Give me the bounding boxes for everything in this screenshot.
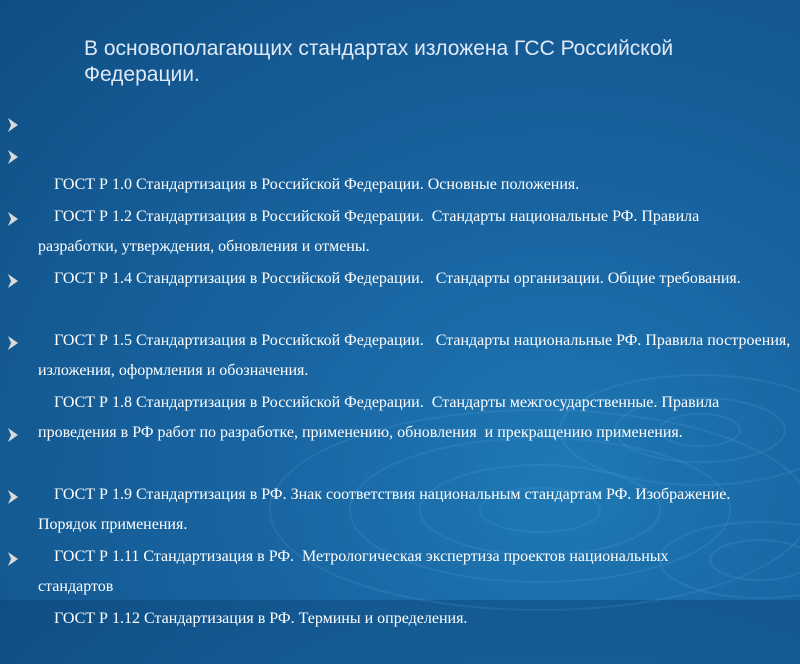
list-item-text: ГОСТ Р 1.8 Стандартизация в Российской Федерации. Стандарты межгосударственные. Правила проведения в РФ работ по разработке, применению, обновления и прекращению применения. bbox=[38, 394, 724, 441]
arrowhead-bullet-icon bbox=[8, 428, 18, 442]
list-item-text: ГОСТ Р 1.12 Стандартизация в РФ. Термины и определения. bbox=[54, 610, 468, 627]
list-item-text: ГОСТ Р 1.11 Стандартизация в РФ. Метрологическая экспертиза проектов национальных стандартов bbox=[38, 548, 673, 595]
list-item bbox=[38, 544, 792, 664]
arrowhead-bullet-icon bbox=[8, 274, 18, 288]
arrowhead-bullet-icon bbox=[8, 552, 18, 566]
list-item-text: ГОСТ Р 1.5 Стандартизация в Российской Федерации. Стандарты национальные РФ. Правила построения, изложения, оформления и обозначения. bbox=[38, 332, 795, 379]
arrowhead-bullet-icon bbox=[8, 150, 18, 164]
list-item-text: ГОСТ Р 1.2 Стандартизация в Российской Федерации. Стандарты национальные РФ. Правила разработки, утверждения, обновления и отмены. bbox=[38, 208, 704, 255]
slide-title: В основополагающих стандартах изложена ГСС Российской Федерации. bbox=[84, 37, 674, 86]
arrowhead-bullet-icon bbox=[8, 118, 18, 132]
arrowhead-bullet-icon bbox=[8, 490, 18, 504]
arrowhead-bullet-icon bbox=[8, 336, 18, 350]
list-item-text: ГОСТ Р 1.0 Стандартизация в Российской Федерации. Основные положения. bbox=[54, 176, 580, 193]
list-item-text: ГОСТ Р 1.4 Стандартизация в Российской Федерации. Стандарты организации. Общие требования. bbox=[54, 270, 741, 287]
arrowhead-bullet-icon bbox=[8, 212, 18, 226]
list-item-text: ГОСТ Р 1.9 Стандартизация в РФ. Знак соответствия национальным стандартам РФ. Изображение. Порядок применения. bbox=[38, 486, 735, 533]
